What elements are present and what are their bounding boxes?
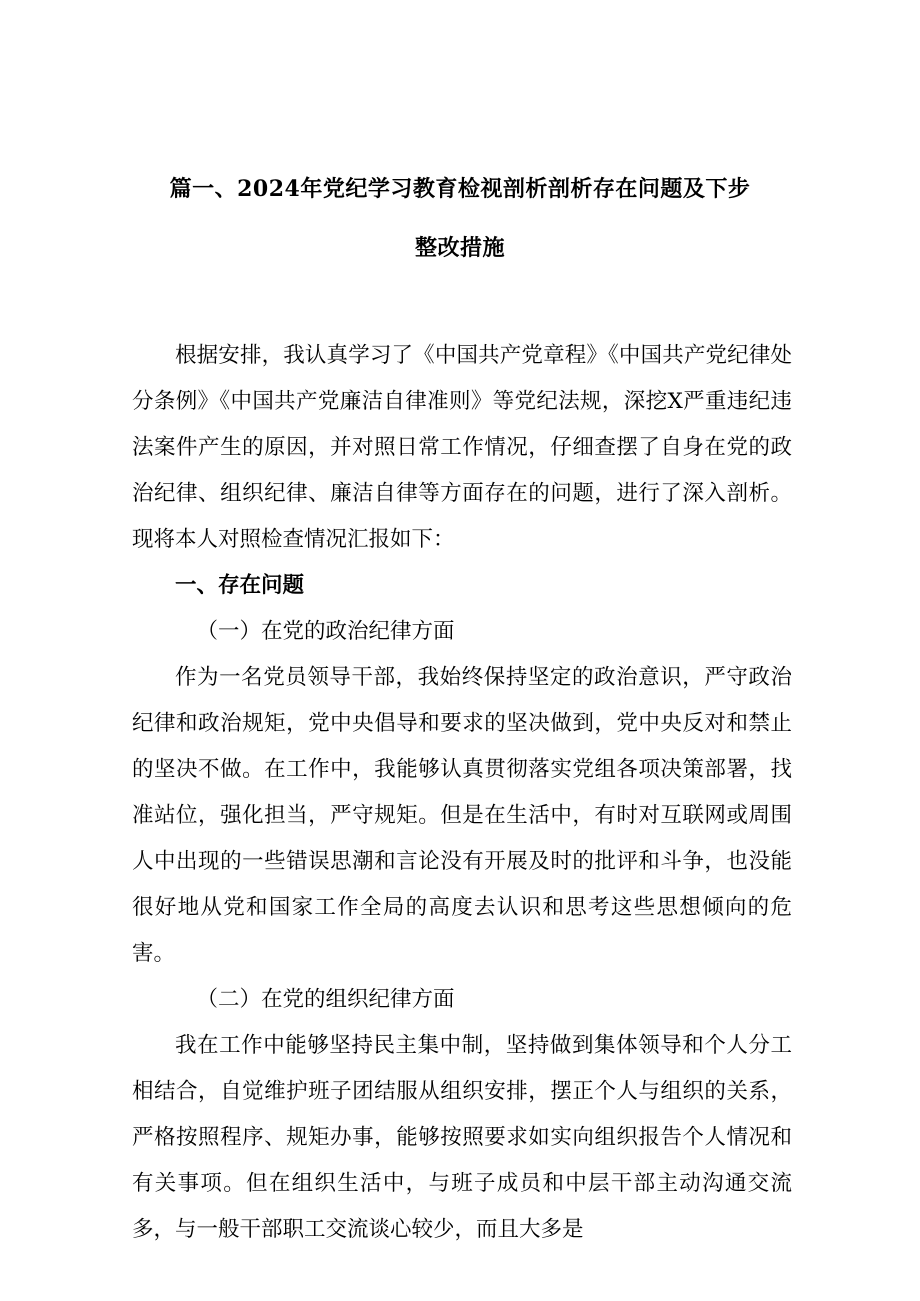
document-title-line-2: 整改措施 <box>414 235 505 261</box>
organizational-discipline-paragraph: 我在工作中能够坚持民主集中制，坚持做到集体领导和个人分工相结合，自觉维护班子团结服从组织安排，摆正个人与组织的关系，严格按照程序、规矩办事，能够按照要求如实向组织报告个人情况和有关事项。但在组织生活中，与班子成员和中层干部主动沟通交流多，与一般干部职工交流谈心较少，而且大多是 <box>132 1033 792 1242</box>
intro-paragraph: 根据安排，我认真学习了《中国共产党章程》《中国共产党纪律处分条例》《中国共产党廉洁自律准则》等党纪法规，深挖X严重违纪违法案件产生的原因，并对照日常工作情况，仔细查摆了自身在党的政治纪律、组织纪律、廉洁自律等方面存在的问题，进行了深入剖析。现将本人对照检查情况汇报如下： <box>132 343 792 552</box>
subsection-heading-political-discipline: （一）在党的政治纪律方面 <box>196 619 455 644</box>
document-body <box>132 333 792 1253</box>
section-heading-problems: 一、存在问题 <box>175 573 305 598</box>
document-title-line-1: 篇一、2024年党纪学习教育检视剖析剖析存在问题及下步 <box>169 176 751 202</box>
subsection-heading-organizational-discipline: （二）在党的组织纪律方面 <box>196 987 455 1012</box>
political-discipline-paragraph: 作为一名党员领导干部，我始终保持坚定的政治意识，严守政治纪律和政治规矩，党中央倡导和要求的坚决做到，党中央反对和禁止的坚决不做。在工作中，我能够认真贯彻落实党组各项决策部署，找准站位，强化担当，严守规矩。但是在生活中，有时对互联网或周围人中出现的一些错误思潮和言论没有开展及时的批评和斗争，也没能很好地从党和国家工作全局的高度去认识和思考这些思想倾向的危害。 <box>132 665 792 966</box>
